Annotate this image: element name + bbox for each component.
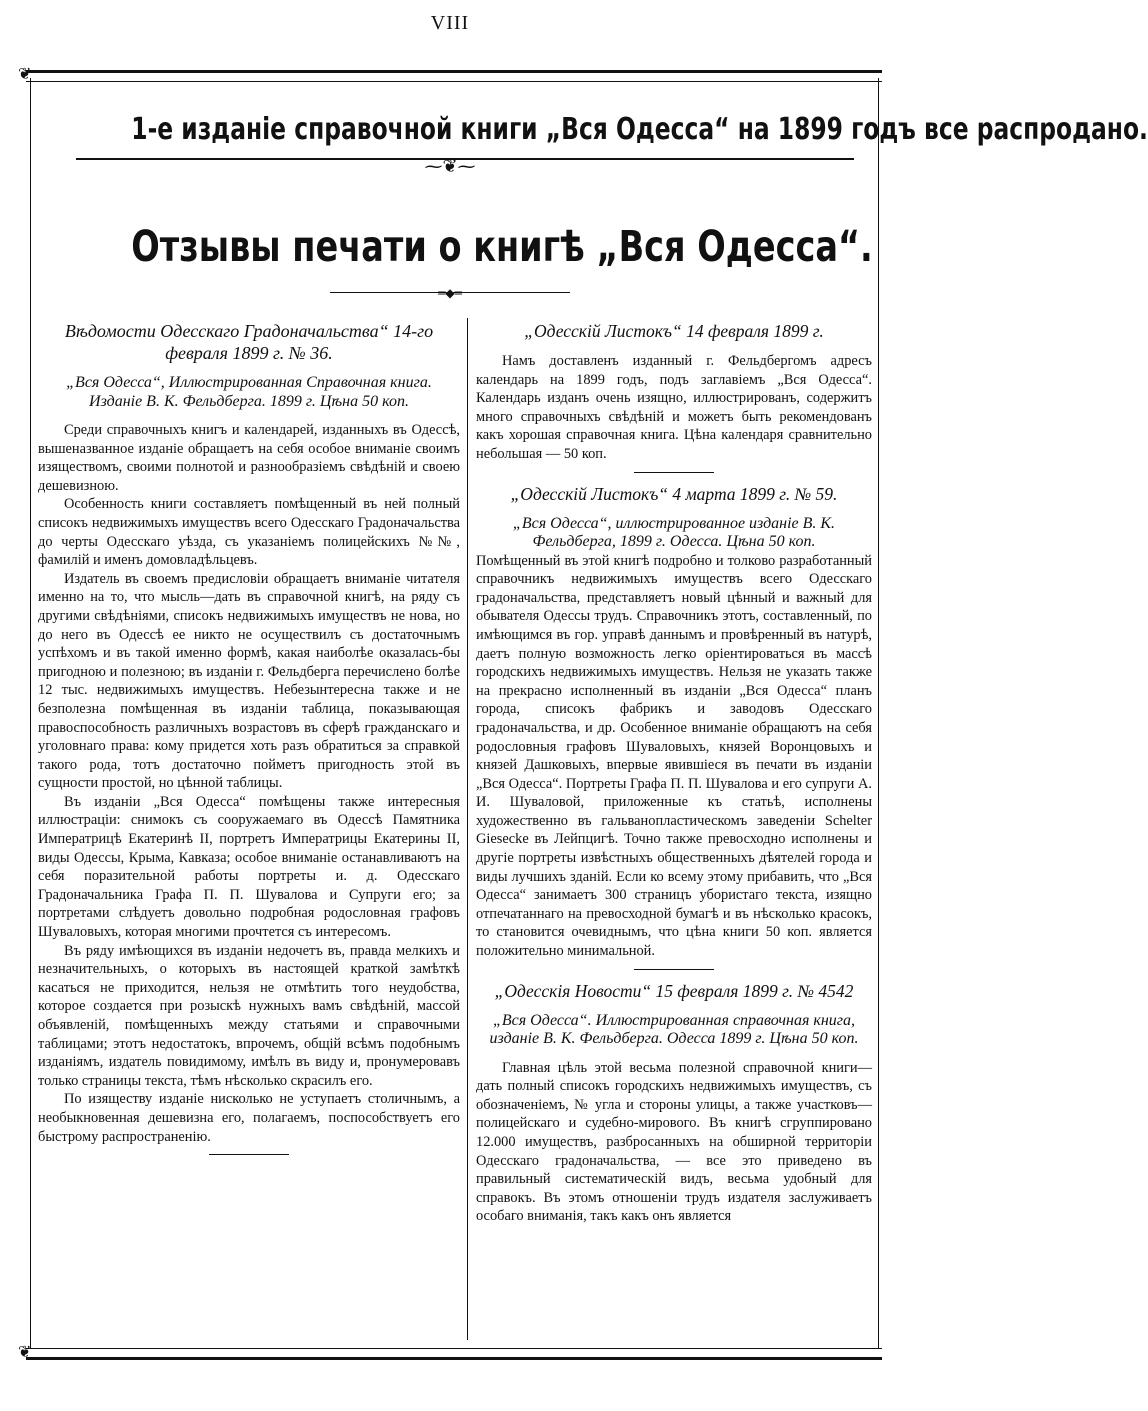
end-rule — [209, 1154, 289, 1155]
right-frame-line — [878, 78, 879, 1348]
left-frame-line — [30, 78, 31, 1348]
review-paragraph: Въ ряду имѣющихся въ изданіи недочетъ въ, правда мелкихъ и незначительныхъ, о которыхъ въ настоящей краткой замѣткѣ касаться не приходится, нельзя не отмѣтить того неудобства, которое создается при розыскѣ нужныхъ вамъ свѣдѣній, массой объявленій, помѣщенныхъ между статьями и справочными таблицами; этотъ недостатокъ, впрочемъ, общій всѣмъ подобнымъ изданіямъ, издатель повидимому, имѣлъ въ виду и, пронумеровавъ только страницы текста, тѣмъ нѣсколько скрасилъ его. — [38, 942, 460, 1089]
review-paragraph: Въ изданіи „Вся Одесса“ помѣщены также интересныя иллюстраціи: снимокъ съ сооружаемаго въ Одессѣ Памятника Императрицѣ Екатеринѣ II, портретъ Императрицы Екатерины II, виды Одессы, Крыма, Кавказа; особое вниманіе останавливаютъ на себя поразительной работы портреты и. д. Одесскаго Градоначальника Графа П. П. Шувалова и Супруги его; за портретами слѣдуетъ довольно подробная родословная графовъ Шуваловыхъ, которая многими прочтется съ интересомъ. — [38, 793, 460, 941]
divider-ornament-icon: ═◆═ — [438, 286, 462, 300]
review-source: „Одесскій Листокъ“ 14 февраля 1899 г. — [524, 321, 824, 341]
bottom-frame-rule — [26, 1348, 882, 1360]
review-source: Вѣдомости Одесскаго Градоначальства“ 14-го февраля 1899 г. № 36. — [64, 321, 434, 363]
column-separator — [467, 318, 468, 1340]
review-source: „Одесскія Новости“ 15 февраля 1899 г. № 4542 — [494, 980, 854, 1001]
review-paragraph: Особенность книги составляетъ помѣщенный въ ней полный списокъ недвижимыхъ имуществъ всего Одесскаго Градоначальства до черты Одесскаго уѣзда, съ указаніемъ полицейскихъ №№, фамилій и именъ домовладѣльцевъ. — [38, 496, 460, 569]
review-paragraph: Среди справочныхъ книгъ и календарей, изданныхъ въ Одессѣ, вышеназванное изданіе обращаетъ на себя особое вниманіе своимъ изяществомъ, своими полнотой и разнообразіемъ свѣдѣній и своею дешевизною. — [38, 422, 460, 494]
review-paragraph: Издатель въ своемъ предисловіи обращаетъ вниманіе читателя именно на то, что мысль—дать въ справочной книгѣ, на ряду съ другими свѣдѣніями, списокъ недвижимыхъ имуществъ не нова, но до него въ Одессѣ ее никто не осуществилъ съ достаточнымъ успѣхомъ и въ такой именно формѣ, какая наиболѣе оказалась-бы пригодною и полезною; въ изданіи г. Фельдберга перечислено болѣе 12 тыс. недвижимыхъ имуществъ. Небезынтересна также и не безполезна помѣщенная въ изданіи таблица, показывающая правоспособность различныхъ возрастовъ въ сферѣ гражданскаго и уголовнаго права: кому придется хоть разъ обратиться за справкой такого рода, тотъ достаточно пойметъ пригодность этой въ сущности простой, но цѣнной таблицы. — [38, 570, 460, 792]
review-divider — [634, 472, 714, 473]
review-subtitle: „Вся Одесса“, иллюстрированное изданіе В. К. Фельдберга, 1899 г. Одесса. Цѣна 50 коп. — [512, 514, 836, 551]
fleuron-ornament-icon: ⁓❦⁓ — [424, 156, 476, 177]
review-paragraph: Главная цѣль этой весьма полезной справочной книги—дать полный списокъ городскихъ недвижимыхъ имуществъ, съ обозначеніемъ, № угла и стороны улицы, а также участковъ—полицейскаго и судебно-мирового. Въ книгѣ сгруппировано 12.000 имуществъ, разбросанныхъ на обширной территоріи Одесскаго градоначальства, — все это приведено въ правильный систематическій видъ, весьма удобный для справокъ. Въ этомъ отношеніи трудъ издателя заслуживаетъ особаго вниманія, такъ какъ онъ является — [476, 1059, 872, 1225]
review-paragraph: Помѣщенный въ этой книгѣ подробно и толково разработанный справочникъ недвижимыхъ имуществъ всего Одесскаго градоначальства, представляетъ новый цѣнный и важный для обывателя Одессы трудъ. Справочникъ этотъ, составленный, по имѣющимся въ гор. управѣ даннымъ и провѣренный въ натурѣ, даетъ полную возможность легко оріентироваться въ массѣ городскихъ недвижимыхъ имуществъ. Нельзя не указать также на прекрасно исполненный въ изданіи „Вся Одесса“ планъ города, списокъ фабрикъ и заводовъ Одесскаго градоначальства, и др. Особенное вниманіе обращаютъ на себя родословныя графовъ Шуваловыхъ, князей Воронцовыхъ и князей Дашковыхъ, впервые явившіеся въ печати въ изданіи „Вся Одесса“. Портреты Графа П. П. Шувалова и его супруги А. И. Шуваловой, приложенные къ статьѣ, исполнены художественно въ гальванопластическомъ заведеніи Schelter Giesecke въ Лейпцигѣ. Точно также превосходно исполнены и другіе портреты извѣстныхъ общественныхъ дѣятелей города и виды лучшихъ зданій. Если ко всему этому прибавить, что „Вся Одесса“ занимаетъ 300 страницъ убористаго текста, изящно отпечатаннаго на превосходной бумагѣ и въ нѣсколько красокъ, то становится очевиднымъ, что цѣна книги 50 коп. является положительно минимальной. — [476, 552, 872, 960]
review-divider — [634, 969, 714, 970]
review-paragraph: Намъ доставленъ изданный г. Фельдбергомъ адресъ календарь на 1899 годъ, подъ заглавіемъ „Вся Одесса“. Календарь изданъ очень изящно, иллюстрированъ, содержитъ много справочныхъ свѣдѣній и можетъ быть рекомендованъ какъ хорошая справочная книга. Цѣна календаря сравнительно небольшая — 50 коп. — [476, 353, 872, 462]
review-subtitle: „Вся Одесса“, Иллюстрированная Справочная книга. Изданіе В. К. Фельдберга. 1899 г. Цѣна 50 коп. — [66, 374, 432, 410]
corner-ornament-icon: ❦ — [18, 1342, 32, 1361]
reviews-headline: Отзывы печати о книгѣ „Вся Одесса“. — [131, 222, 873, 272]
review-subtitle: „Вся Одесса“. Иллюстрированная справочная книга, изданіе В. К. Фельдберга. Одесса 1899 г. Цѣна 50 коп. — [489, 1011, 859, 1048]
page-number: VIII — [430, 12, 470, 34]
corner-ornament-icon: ❦ — [18, 64, 32, 83]
review-paragraph: По изяществу изданіе нисколько не уступаетъ столичнымъ, а необыкновенная дешевизна его, полагаемъ, поспособствуетъ его быстрому распространенію. — [38, 1091, 460, 1145]
right-column — [476, 316, 872, 1226]
top-frame-rule — [26, 70, 882, 82]
sold-out-headline: 1-е изданіе справочной книги „Вся Одесса“ на 1899 годъ все распродано. — [131, 112, 1148, 147]
left-column — [38, 316, 460, 1165]
review-source: „Одесскій Листокъ“ 4 марта 1899 г. № 59. — [510, 483, 838, 504]
